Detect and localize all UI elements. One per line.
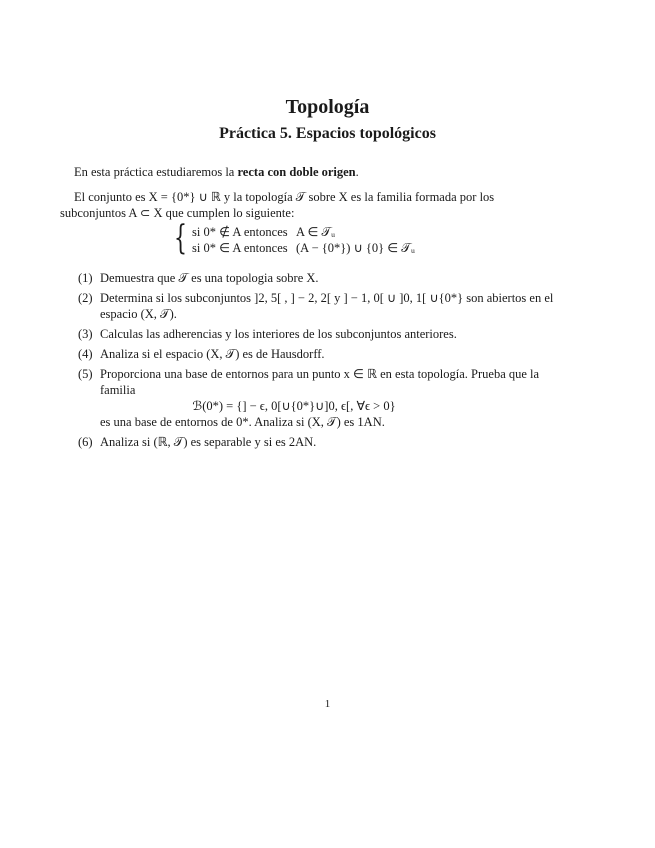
definition-line-2: subconjuntos A ⊂ X que cumplen lo siguiente: <box>60 206 295 220</box>
page-number: 1 <box>324 698 331 710</box>
intro-paragraph <box>74 164 574 180</box>
case-row <box>192 224 335 240</box>
exercise-item <box>78 434 558 450</box>
exercise-number: (3) <box>78 327 93 341</box>
exercise-item <box>78 346 558 362</box>
definition-line-1: El conjunto es X = {0*} ∪ ℝ y la topología 𝒯 sobre X es la familia formada por los <box>74 190 495 204</box>
page-subtitle: Práctica 5. Espacios topológicos <box>219 125 436 142</box>
exercise-number: (2) <box>78 291 93 305</box>
exercise-number: (6) <box>78 435 93 449</box>
intro-text: En esta práctica estudiaremos la <box>74 165 238 179</box>
exercise-text: Analiza si el espacio (X, 𝒯) es de Hausdorff. <box>100 347 325 361</box>
exercise-text-after: es una base de entornos de 0*. Analiza si (X, 𝒯) es 1AN. <box>100 415 385 429</box>
exercise-item <box>78 290 558 322</box>
case-result: A ∈ 𝒯ᵤ <box>296 225 336 239</box>
case-condition: si 0* ∈ A entonces <box>192 241 288 255</box>
exercise-item <box>78 326 558 342</box>
exercise-text: Determina si los subconjuntos ]2, 5[ , ] − 2, 2[ y ] − 1, 0[ ∪ ]0, 1[ ∪{0*} son abiertos en el espacio (X, 𝒯). <box>100 291 554 321</box>
exercise-item <box>78 270 558 286</box>
exercise-text: Demuestra que 𝒯 es una topologia sobre X. <box>100 271 319 285</box>
intro-period: . <box>355 165 359 179</box>
page-title: Topología <box>285 96 370 118</box>
intro-bold-term: recta con doble origen <box>237 165 356 179</box>
exercise-list <box>78 270 558 454</box>
exercise-number: (4) <box>78 347 93 361</box>
exercise-text: Analiza si (ℝ, 𝒯) es separable y si es 2AN. <box>100 435 317 449</box>
exercise-formula: ℬ(0*) = {] − ϵ, 0[∪{0*}∪]0, ϵ[, ∀ϵ > 0} <box>192 399 396 413</box>
exercise-number: (1) <box>78 271 93 285</box>
exercise-text: Proporciona una base de entornos para un punto x ∈ ℝ en esta topología. Prueba que la familia <box>100 367 540 397</box>
exercise-text: Calculas las adherencias y los interiores de los subconjuntos anteriores. <box>100 327 457 341</box>
exercise-number: (5) <box>78 367 93 381</box>
case-row <box>192 240 415 256</box>
case-result: (A − {0*}) ∪ {0} ∈ 𝒯ᵤ <box>296 241 415 255</box>
case-condition: si 0* ∉ A entonces <box>192 225 288 239</box>
left-brace-symbol: { <box>174 218 187 258</box>
exercise-item <box>78 366 558 430</box>
